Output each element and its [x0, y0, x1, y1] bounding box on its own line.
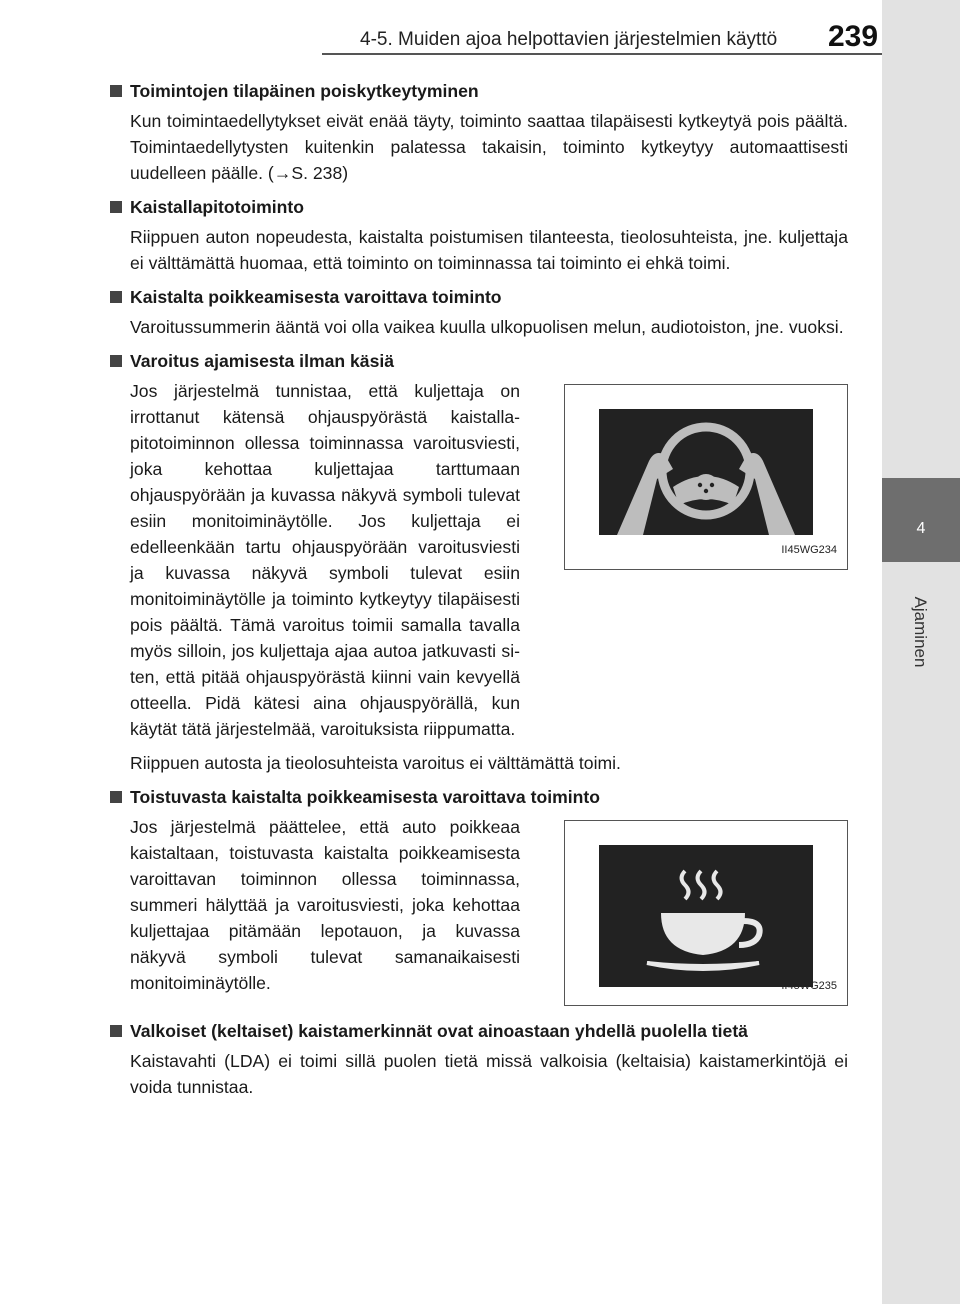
section-text: Kaistavahti (LDA) ei toimi sillä puolen tietä missä valkoisia (keltaisia) kaistamerkintöjä ei voida tunnistaa. [130, 1051, 848, 1097]
hands-off-steering-wheel-icon [599, 409, 813, 535]
section-heading: Kaistallapitotoiminto [108, 194, 848, 220]
section-heading: Kaistalta poikkeamisesta varoittava toiminto [108, 284, 848, 310]
rest-break-figure [564, 820, 848, 1006]
section-heading: Varoitus ajamisesta ilman käsiä [108, 348, 848, 374]
page-number: 239 [828, 20, 879, 53]
section-heading: Toimintojen tilapäinen poiskytkeytyminen [108, 78, 848, 104]
figure-code: II45WG234 [781, 544, 837, 556]
coffee-cup-icon [599, 845, 813, 987]
display-screen [599, 409, 813, 535]
chapter-label: Ajaminen [911, 596, 930, 668]
section-heading: Valkoiset (keltaiset) kaistamerkinnät ovat ainoastaan yhdellä puolella tietä [108, 1018, 848, 1044]
header-rule [322, 53, 882, 55]
section-text: Kun toimintaedellytykset eivät enää täyty, toiminto saattaa tilapäisesti kytkeytyä pois päältä. Toimintaedellytysten kuitenkin palatessa takaisin, toiminto kytkeytyy automaattisesti uudelleen päälle. (→S. 238) [130, 111, 848, 183]
side-tab-top [882, 0, 960, 478]
section-text: Jos järjestelmä päättelee, että auto poikkeaa kaistaltaan, toistuvasta kaistalta poikkeamisesta varoittavan toiminnon ollessa toiminnassa, summeri hälyttää ja varoitusviesti, joka kehottaa kuljettajaa pitämään lepotauon, ja kuvassa näkyvä symboli tulevat samanaikaisesti monitoiminäytölle. [130, 817, 520, 993]
section-text: Varoitussummerin ääntä voi olla vaikea kuulla ulkopuolisen melun, audiotoiston, jne. vuoksi. [130, 317, 844, 337]
figure-code: II45WG235 [781, 980, 837, 992]
text-with-figure [108, 814, 848, 1006]
chapter-number-tab: 4 [882, 478, 960, 562]
section-text: Jos järjestelmä tunnistaa, että kuljettaja on irrottanut kätensä ohjauspyörästä kaistallapitotoiminnon ollessa toiminnassa varoitusviesti, joka kehottaa kuljettajaa tarttumaan ohjauspyörään ja kuvassa näkyvä symboli tulevat esiin monitoiminäytölle. Jos kuljettaja ei edelleenkään tartu ohjauspyörään varoitusviesti ja kuvassa näkyvä symboli tulevat esiin monitoiminäytölle ja toiminto kytkeytyy tilapäisesti pois päältä. Tämä varoitus toimii samalla tavalla myös silloin, jos kuljettaja ajaa autoa jatkuvasti siten, että pitää ohjauspyörästä kiinni vain kevyellä otteella. Pidä kätesi aina ohjauspyörällä, kun käytät tätä järjestelmää, varoituksista riippumatta. [130, 381, 520, 739]
page-content [108, 78, 848, 1108]
section-note: Riippuen autosta ja tieolosuhteista varoitus ei välttämättä toimi. [130, 753, 621, 773]
hands-off-warning-figure [564, 384, 848, 570]
text-with-figure [108, 378, 848, 742]
section-title: 4-5. Muiden ajoa helpottavien järjestelmien käyttö [360, 29, 778, 50]
section-text: Riippuen auton nopeudesta, kaistalta poistumisen tilanteesta, tieolosuhteista, jne. kuljettaja ei välttämättä huomaa, että toiminto on toiminnassa tai toiminto ei ehkä toimi. [130, 227, 848, 273]
page-header [0, 0, 960, 62]
section-heading: Toistuvasta kaistalta poikkeamisesta varoittava toiminto [108, 784, 848, 810]
display-screen [599, 845, 813, 987]
